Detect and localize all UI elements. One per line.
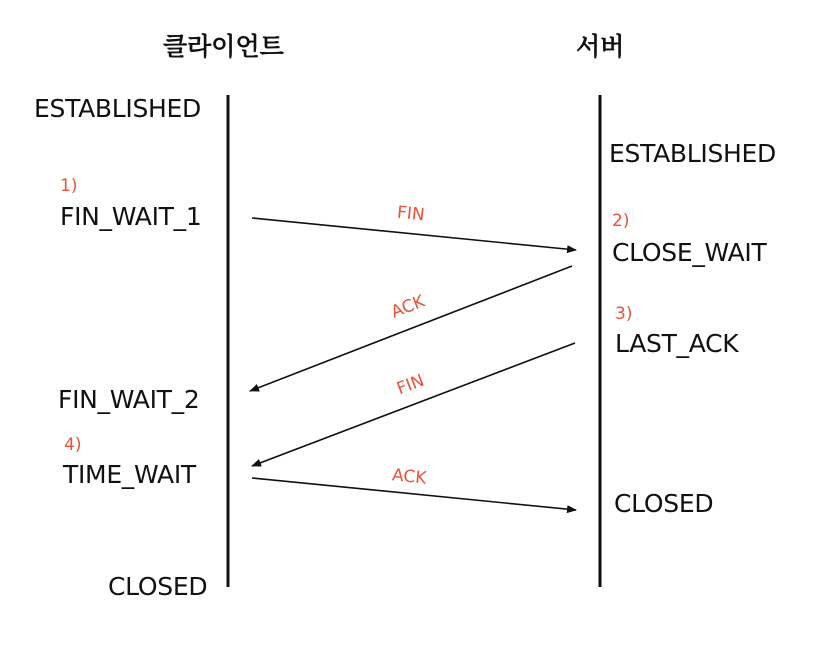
step-1-marker: 1)	[60, 176, 78, 196]
client-state-fin-wait-1: FIN_WAIT_1	[60, 202, 202, 231]
step-4-marker: 4)	[64, 435, 82, 455]
client-state-established: ESTABLISHED	[34, 94, 201, 123]
client-state-fin-wait-2: FIN_WAIT_2	[58, 385, 200, 414]
ack-arrow-server-to-client	[250, 266, 572, 391]
ack-label-server: ACK	[388, 291, 428, 323]
server-state-closed: CLOSED	[614, 489, 714, 518]
ack-label-client: ACK	[391, 465, 428, 489]
fin-label-server: FIN	[394, 370, 428, 400]
client-state-closed: CLOSED	[108, 572, 208, 601]
client-header: 클라이언트	[163, 32, 284, 61]
server-header: 서버	[576, 32, 625, 61]
step-2-marker: 2)	[612, 211, 630, 231]
step-3-marker: 3)	[615, 304, 633, 324]
fin-arrow-server-to-client	[252, 343, 575, 466]
client-state-time-wait: TIME_WAIT	[63, 460, 196, 489]
server-state-established: ESTABLISHED	[609, 139, 776, 168]
fin-label-client: FIN	[396, 202, 426, 226]
server-state-last-ack: LAST_ACK	[615, 329, 739, 358]
server-state-close-wait: CLOSE_WAIT	[612, 238, 767, 267]
